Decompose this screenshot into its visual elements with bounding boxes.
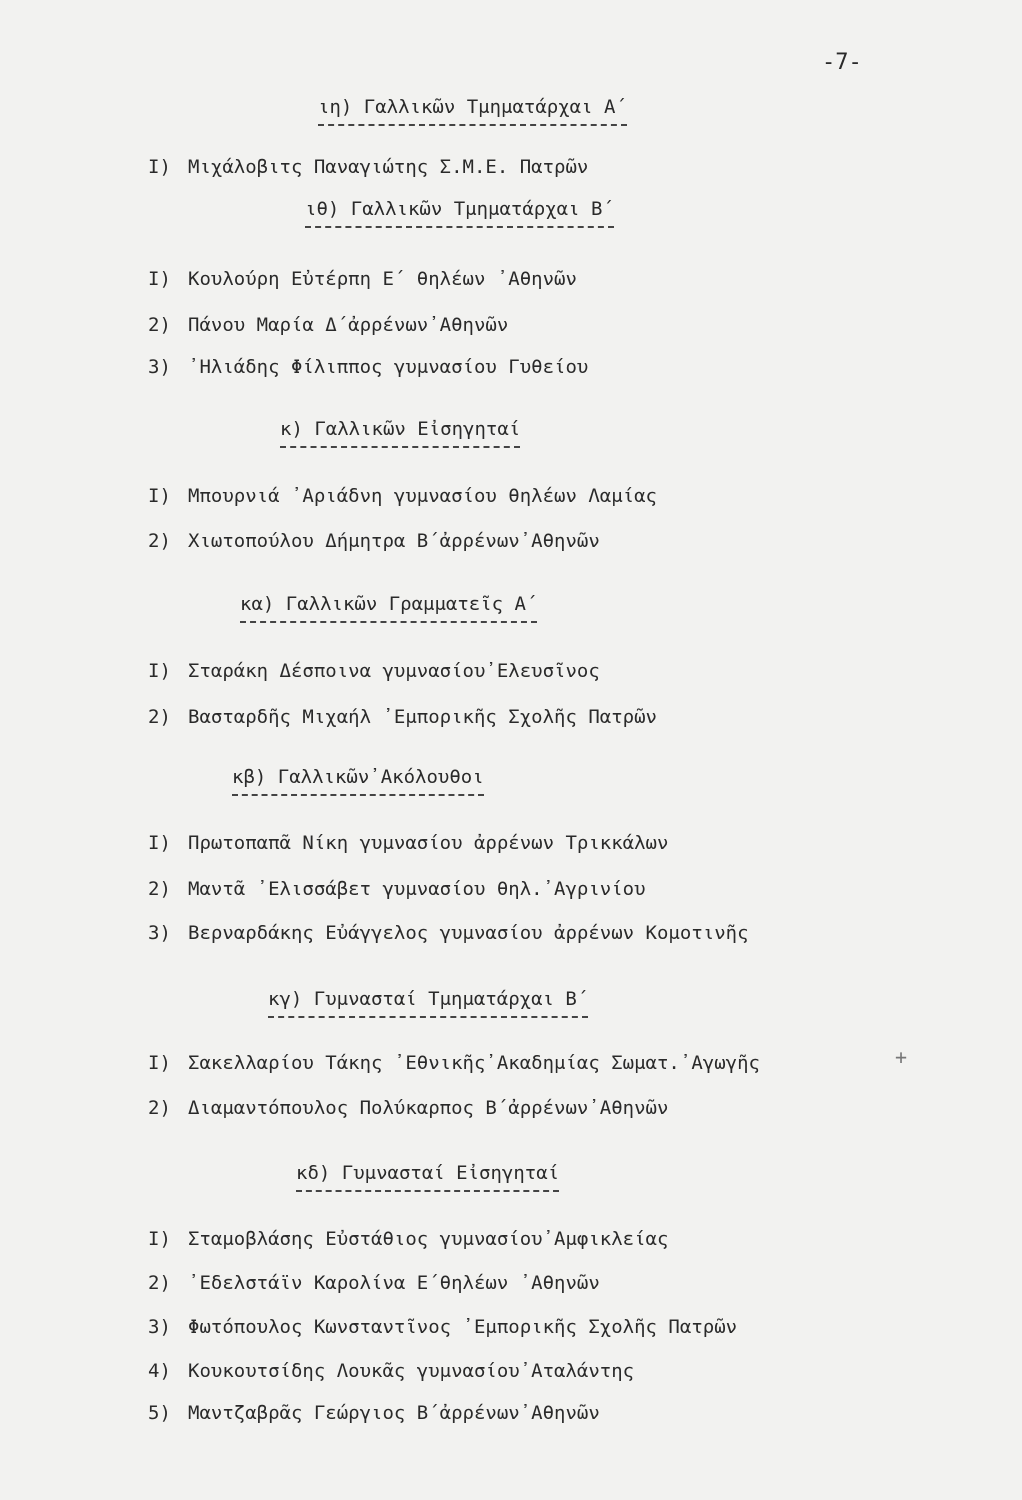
item-number: I) (148, 832, 171, 854)
item-number: 3) (148, 1316, 171, 1338)
list-item (148, 878, 646, 900)
item-text: Σακελλαρίου Τάκης ᾿Εθνικῆς᾿Ακαδημίας Σωματ.᾿Αγωγῆς (188, 1052, 760, 1074)
section-heading: ιθ) Γαλλικῶν Τμηματάρχαι Β΄ (305, 198, 614, 228)
item-number: 3) (148, 922, 171, 944)
item-text: Μαντᾶ ᾿Ελισσάβετ γυμνασίου θηλ.᾿Αγρινίου (188, 878, 646, 900)
item-number: I) (148, 485, 171, 507)
item-text: Χιωτοπούλου Δήμητρα Β΄ἀρρένων᾿Αθηνῶν (188, 530, 600, 552)
item-text: Σταμοβλάσης Εὐστάθιος γυμνασίου᾿Αμφικλείας (188, 1228, 669, 1250)
list-item (148, 1402, 600, 1424)
list-item (148, 356, 588, 378)
item-number: I) (148, 660, 171, 682)
item-number: I) (148, 1052, 171, 1074)
item-text: Πρωτοπαπᾶ Νίκη γυμνασίου ἀρρένων Τρικκάλων (188, 832, 669, 854)
item-number: 2) (148, 878, 171, 900)
section-heading: κγ) Γυμνασταί Τμηματάρχαι Β΄ (268, 988, 588, 1018)
item-text: Κουκουτσίδης Λουκᾶς γυμνασίου᾿Αταλάντης (188, 1360, 635, 1382)
item-text: Κουλούρη Εὐτέρπη Ε΄ θηλέων ᾿Αθηνῶν (188, 268, 577, 290)
item-number: I) (148, 1228, 171, 1250)
item-text: Σταράκη Δέσποινα γυμνασίου᾿Ελευσῖνος (188, 660, 600, 682)
item-number: 2) (148, 706, 171, 728)
list-item (148, 1097, 668, 1119)
item-number: 3) (148, 356, 171, 378)
item-text: ᾿Ηλιάδης Φίλιππος γυμνασίου Γυθείου (188, 356, 589, 378)
item-number: I) (148, 156, 171, 178)
list-item (148, 660, 600, 682)
list-item (148, 706, 657, 728)
section-heading: κδ) Γυμνασταί Εἰσηγηταί (296, 1162, 559, 1192)
list-item (148, 314, 508, 336)
page-number: -7- (822, 50, 862, 75)
list-item (148, 485, 657, 507)
item-text: Διαμαντόπουλος Πολύκαρπος Β΄ἀρρένων᾿Αθηνῶν (188, 1097, 669, 1119)
section-heading: κ) Γαλλικῶν Εἰσηγηταί (280, 418, 520, 448)
margin-mark: + (895, 1045, 908, 1069)
item-number: 2) (148, 314, 171, 336)
item-text: Πάνου Μαρία Δ΄ἀρρένων᾿Αθηνῶν (188, 314, 509, 336)
list-item (148, 268, 577, 290)
list-item (148, 1360, 634, 1382)
list-item (148, 1272, 600, 1294)
item-number: 5) (148, 1402, 171, 1424)
list-item (148, 1316, 737, 1338)
list-item (148, 922, 749, 944)
list-item (148, 832, 668, 854)
item-number: 4) (148, 1360, 171, 1382)
list-item (148, 156, 588, 178)
item-number: 2) (148, 1272, 171, 1294)
item-text: ᾿Εδελστάϊν Καρολίνα Ε΄θηλέων ᾿Αθηνῶν (188, 1272, 600, 1294)
list-item (148, 530, 600, 552)
item-text: Φωτόπουλος Κωνσταντῖνος ᾿Εμπορικῆς Σχολῆς Πατρῶν (188, 1316, 738, 1338)
item-number: I) (148, 268, 171, 290)
section-heading: κβ) Γαλλικῶν᾿Ακόλουθοι (232, 766, 484, 796)
item-text: Βερναρδάκης Εὐάγγελος γυμνασίου ἀρρένων Κομοτινῆς (188, 922, 749, 944)
item-number: 2) (148, 1097, 171, 1119)
section-heading: κα) Γαλλικῶν Γραμματεῖς Α΄ (240, 593, 537, 623)
item-text: Μαντζαβρᾶς Γεώργιος Β΄ἀρρένων᾿Αθηνῶν (188, 1402, 600, 1424)
item-text: Μιχάλοβιτς Παναγιώτης Σ.Μ.Ε. Πατρῶν (188, 156, 589, 178)
item-text: Βασταρδῆς Μιχαήλ ᾿Εμπορικῆς Σχολῆς Πατρῶν (188, 706, 657, 728)
item-number: 2) (148, 530, 171, 552)
item-text: Μπουρνιά ᾿Αριάδνη γυμνασίου θηλέων Λαμίας (188, 485, 657, 507)
section-heading: ιη) Γαλλικῶν Τμηματάρχαι Α΄ (318, 96, 627, 126)
list-item (148, 1228, 668, 1250)
list-item (148, 1052, 760, 1074)
